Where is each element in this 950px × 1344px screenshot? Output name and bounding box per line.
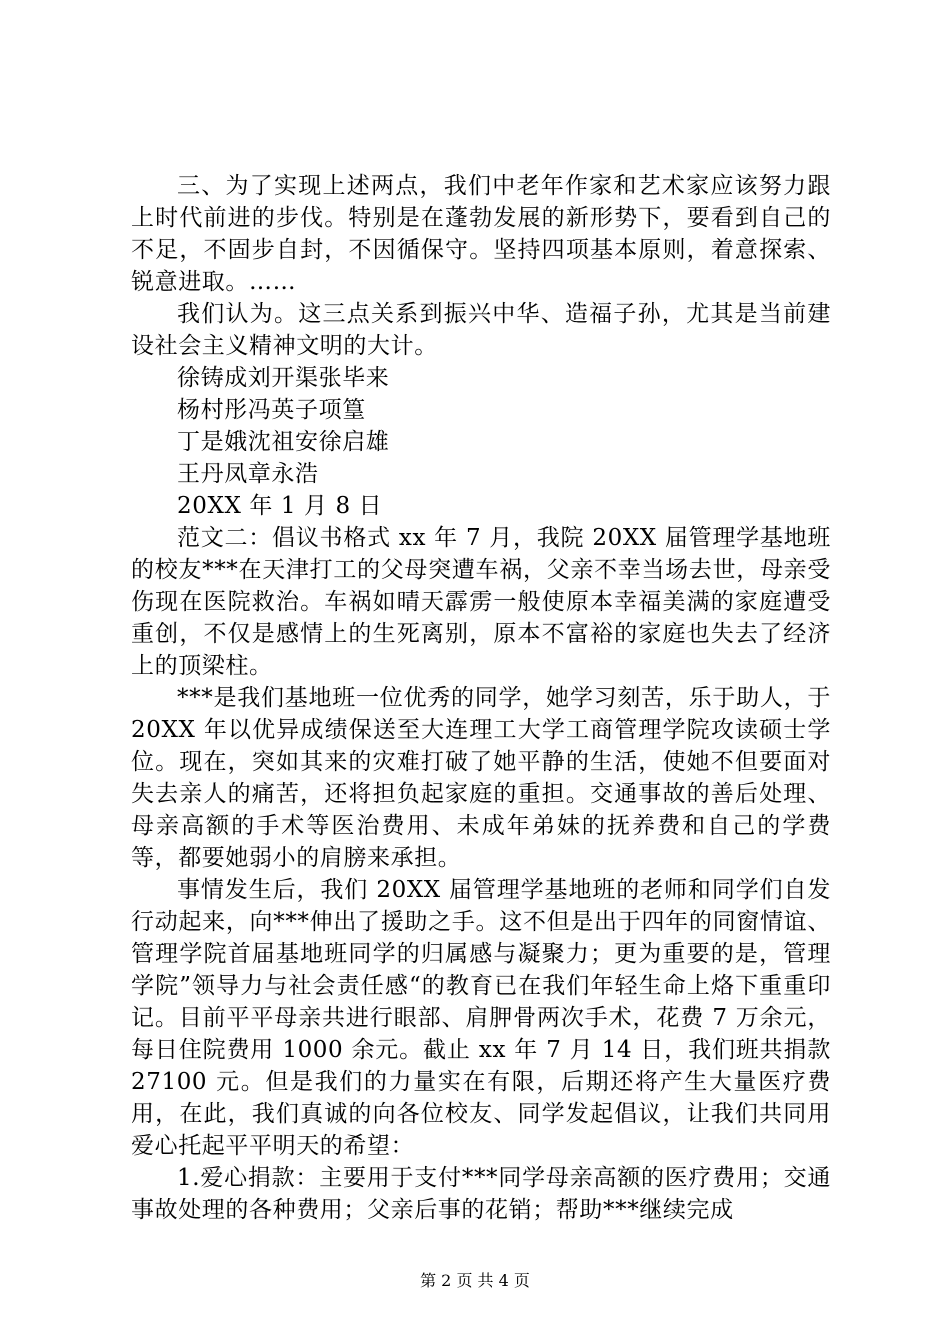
signature-date: 20XX 年 1 月 8 日 [177, 493, 383, 519]
paragraph-conclusion: 我们认为。这三点关系到振兴中华、造福子孙，尤其是当前建设社会主义精神文明的大计。 [131, 301, 831, 359]
paragraph-sample-two-intro: 范文二：倡议书格式 xx 年 7 月，我院 20XX 届管理学基地班的校友***在天津打工的父母突遭车祸，父亲不幸当场去世，母亲受伤现在医院救治。车祸如晴天霹雳一般使原本幸福美满的家庭遭受重创，不仅是感情上的生死离别，原本不富裕的家庭也失去了经济上的顶梁柱。 [131, 525, 831, 679]
signature-line: 丁是娥沈祖安徐启雄 [177, 429, 390, 455]
signature-line: 王丹凤章永浩 [177, 461, 319, 487]
signature-line: 徐铸成刘开渠张毕来 [177, 365, 390, 391]
signature-line: 杨村彤冯英子项篁 [177, 397, 366, 423]
signature-block [131, 362, 831, 522]
document-body [131, 170, 831, 1226]
page-footer: 第 2 页 共 4 页 [420, 1271, 530, 1290]
paragraph-principle-three: 三、为了实现上述两点，我们中老年作家和艺术家应该努力跟上时代前进的步伐。特别是在蓬勃发展的新形势下，要看到自己的不足，不固步自封，不因循保守。坚持四项基本原则，着意探索、锐意进取。…… [131, 173, 831, 295]
paragraph-class-response: 事情发生后，我们 20XX 届管理学基地班的老师和同学们自发行动起来，向***伸出了援助之手。这不但是出于四年的同窗情谊、管理学院首届基地班同学的归属感与凝聚力；更为重要的是，管理学院”领导力与社会责任感“的教育已在我们年轻生命上烙下重重印记。目前平平母亲共进行眼部、肩胛骨两次手术，花费 7 万余元，每日住院费用 1000 余元。截止 xx 年 7 月 14 日，我们班共捐款 27100 元。但是我们的力量实在有限，后期还将产生大量医疗费用，在此，我们真诚的向各位校友、同学发起倡议，让我们共同用爱心托起平平明天的希望： [131, 877, 831, 1159]
paragraph-student-background: ***是我们基地班一位优秀的同学，她学习刻苦，乐于助人，于 20XX 年以优异成绩保送至大连理工大学工商管理学院攻读硕士学位。现在，突如其来的灾难打破了她平静的生活，使她不但要面对失去亲人的痛苦，还将担负起家庭的重担。交通事故的善后处理、母亲高额的手术等医治费用、未成年弟妹的抚养费和自己的学费等，都要她弱小的肩膀来承担。 [131, 685, 831, 871]
paragraph-donation-item-1: 1.爱心捐款：主要用于支付***同学母亲高额的医疗费用；交通事故处理的各种费用；父亲后事的花销；帮助***继续完成 [131, 1165, 831, 1223]
